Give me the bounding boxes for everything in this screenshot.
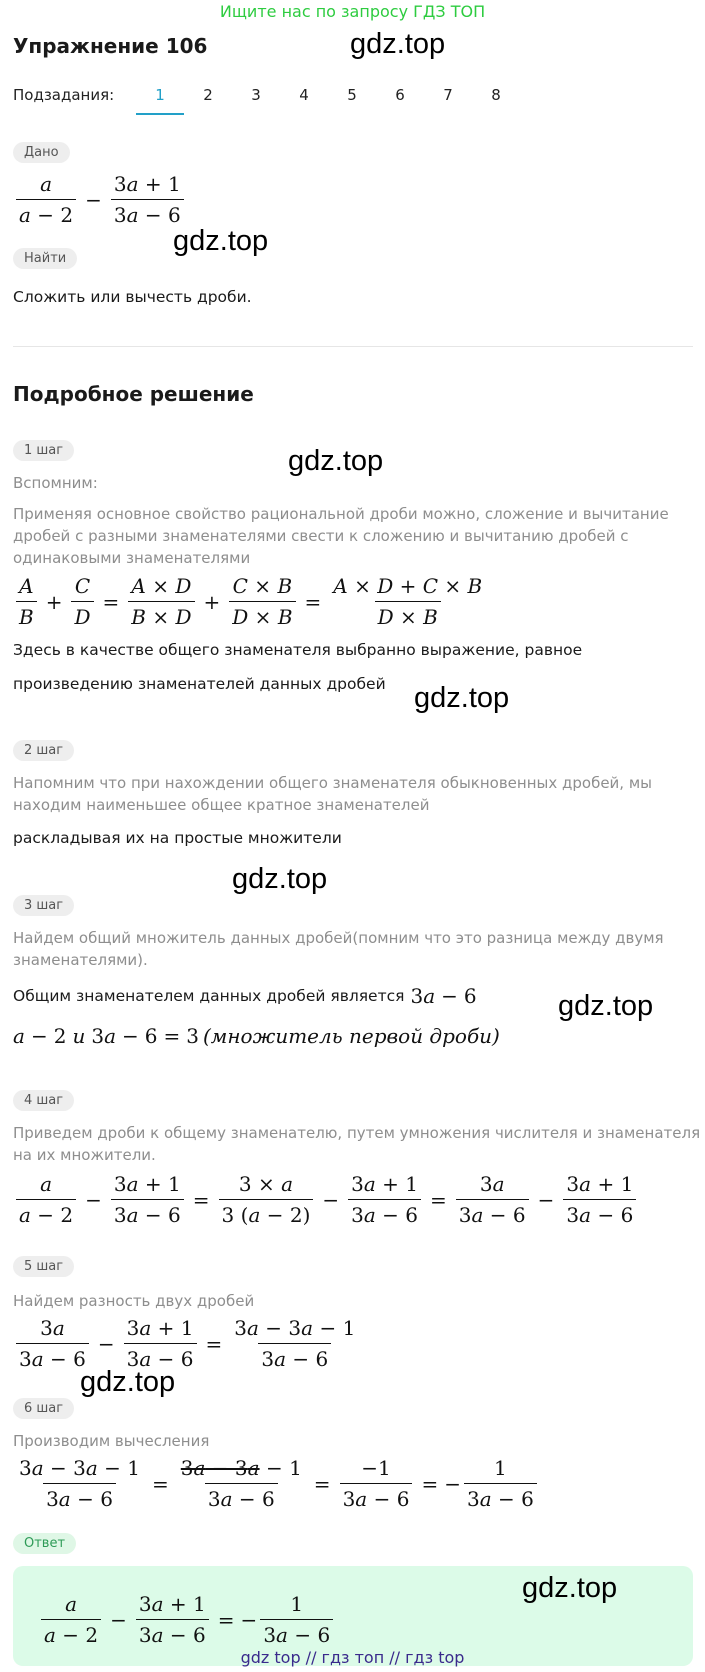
tab-7[interactable]: 7 <box>443 86 453 104</box>
solution-title: Подробное решение <box>13 382 254 406</box>
step-1-grey: Вспомним: <box>13 474 98 492</box>
watermark: gdz.top <box>350 28 446 60</box>
step-4-formula: $\frac{a}{a - 2}$ − $\frac{3a + 1}{3a - 6}$ = $\frac{3 \times a}{3 (a - 2)}$ − $\frac{3a + 1}{3a - 6}$ = $\frac{3a}{3a - 6}$ − $\frac{3a + 1}{3a - 6}$ <box>13 1172 639 1227</box>
step-1-text1: Здесь в качестве общего знаменателя выбранно выражение, равное <box>13 641 583 659</box>
step-6-badge: 6 шаг <box>13 1398 74 1419</box>
footer-links[interactable]: gdz top // гдз топ // гдз top <box>240 1648 465 1667</box>
watermark: gdz.top <box>232 863 328 895</box>
divider <box>13 346 693 347</box>
given-expression: $\frac{a}{a - 2}$ − $\frac{3a + 1}{3a - 6}$ <box>13 172 187 227</box>
step-2-badge: 2 шаг <box>13 740 74 761</box>
step-2-grey: Напомним что при нахождении общего знаменателя обыкновенных дробей, мы находим наименьшее общее кратное знаменателей <box>13 774 652 814</box>
step-6-formula: $\frac{3a - 3a - 1}{3a - 6}$ = $\frac{3a - 3a - 1}{3a - 6}$ = $\frac{-1}{3a - 6}$ = − $\frac{1}{3a - 6}$ <box>13 1456 540 1511</box>
watermark: gdz.top <box>558 990 654 1022</box>
top-banner: Ищите нас по запросу ГДЗ ТОП <box>219 2 486 21</box>
step-3-text1: Общим знаменателем данных дробей является 3 a − 6 <box>13 984 477 1008</box>
step-3-badge: 3 шаг <box>13 895 74 916</box>
answer-badge: Ответ <box>13 1533 76 1554</box>
find-text: Сложить или вычесть дроби. <box>13 288 252 306</box>
watermark: gdz.top <box>173 225 269 257</box>
given-badge: Дано <box>13 142 70 163</box>
step-1-formula: $\frac{A}{B}$ + $\frac{C}{D}$ = $\frac{A \times D}{B \times D}$ + $\frac{C \times B}{D \times B}$ = $\frac{A \times D + C \times B}{D \times B}$ <box>13 574 488 629</box>
tab-1[interactable]: 1 <box>136 86 184 115</box>
step-2-text1: раскладывая их на простые множители <box>13 829 342 847</box>
watermark: gdz.top <box>522 1572 618 1604</box>
tab-5[interactable]: 5 <box>347 86 357 104</box>
step-4-badge: 4 шаг <box>13 1090 74 1111</box>
tab-3[interactable]: 3 <box>251 86 261 104</box>
subtask-tabs <box>136 86 520 115</box>
tab-6[interactable]: 6 <box>395 86 405 104</box>
step-5-grey: Найдем разность двух дробей <box>13 1292 255 1310</box>
tab-2[interactable]: 2 <box>203 86 213 104</box>
step-1-badge: 1 шаг <box>13 440 74 461</box>
watermark: gdz.top <box>414 682 510 714</box>
answer-formula: $\frac{a}{a - 2}$ − $\frac{3a + 1}{3a - 6}$ = − $\frac{1}{3a - 6}$ <box>38 1592 336 1647</box>
watermark: gdz.top <box>288 445 384 477</box>
subtasks-label: Подзадания: <box>13 86 115 104</box>
step-6-grey: Производим вычесления <box>13 1432 210 1450</box>
tab-8[interactable]: 8 <box>491 86 501 104</box>
step-1-rule: Применяя основное свойство рациональной дроби можно, сложение и вычитание дробей с разными знаменателями свести к сложению и вычитанию дробей с одинаковыми знаменателями <box>13 505 669 567</box>
step-3-grey: Найдем общий множитель данных дробей(помним что это разница между двумя знаменателями). <box>13 929 664 969</box>
step-1-text2: произведению знаменателей данных дробей <box>13 675 386 693</box>
step-3-expression: a − 2 и 3 a − 6 = 3 (множитель первой дроби) <box>13 1024 500 1048</box>
tab-4[interactable]: 4 <box>299 86 309 104</box>
step-4-grey: Приведем дроби к общему знаменателю, путем умножения числителя и знаменателя на их множители. <box>13 1124 701 1164</box>
find-badge: Найти <box>13 248 77 269</box>
page-title: Упражнение 106 <box>13 34 208 58</box>
watermark: gdz.top <box>80 1366 176 1398</box>
step-5-badge: 5 шаг <box>13 1256 74 1277</box>
step-5-formula: $\frac{3a}{3a - 6}$ − $\frac{3a + 1}{3a - 6}$ = $\frac{3a - 3a - 1}{3a - 6}$ <box>13 1316 361 1371</box>
